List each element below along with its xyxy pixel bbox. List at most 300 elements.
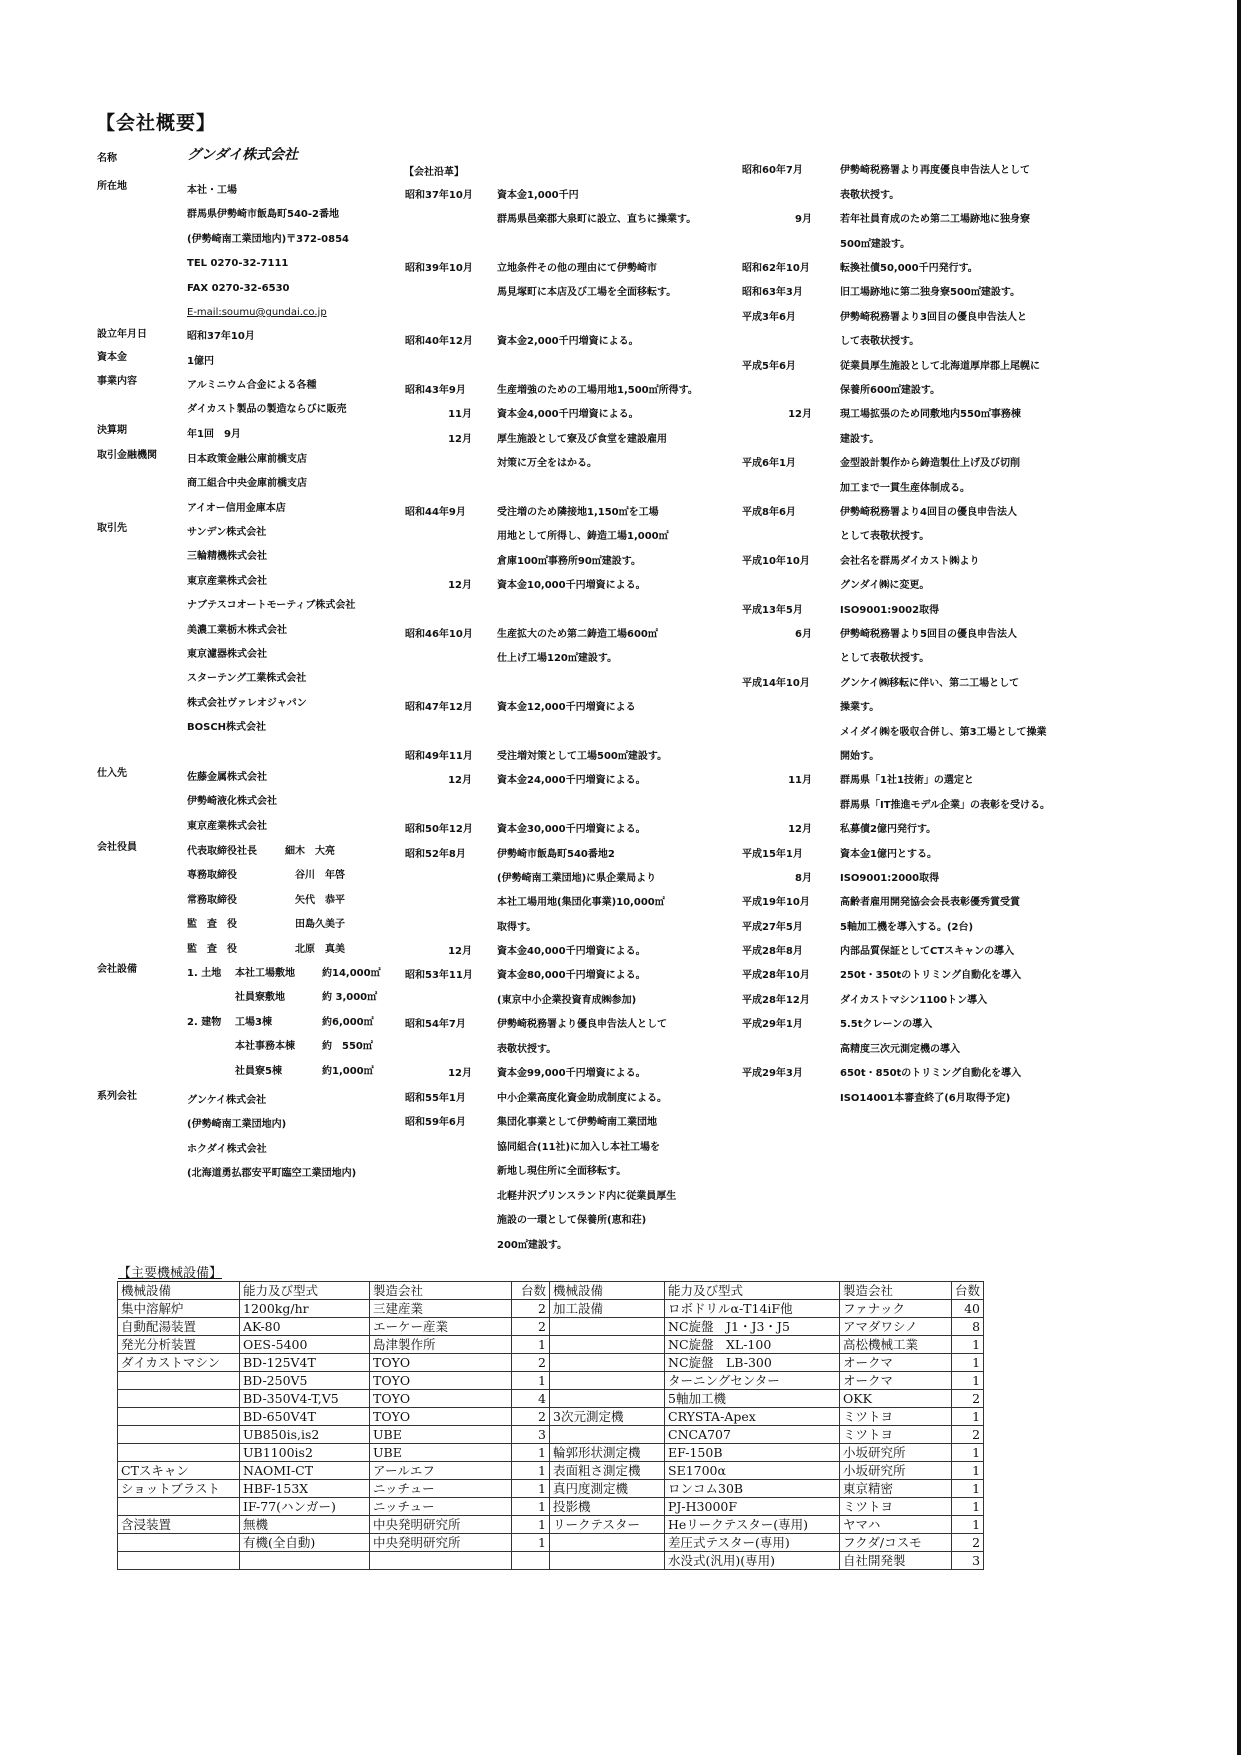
history-date: 平成19年10月	[742, 897, 810, 908]
table-row	[118, 1480, 984, 1498]
history-text: 集団化事業として伊勢崎南工業団地	[497, 1117, 657, 1128]
history-date: 11月	[448, 409, 472, 420]
column-header: 製造会社	[370, 1282, 512, 1300]
history-text: 伊勢崎税務署より5回目の優良申告法人	[840, 629, 1017, 640]
supplier-item: 伊勢崎液化株式会社	[187, 796, 277, 808]
model: BD-125V4T	[240, 1354, 370, 1372]
history-text: ダイカストマシン1100トン導入	[840, 995, 988, 1006]
equipment-type	[550, 1534, 665, 1552]
quantity: 1	[952, 1372, 984, 1390]
facility-category: 1. 土地	[187, 968, 222, 979]
label-officers: 会社役員	[97, 842, 137, 853]
quantity: 2	[952, 1426, 984, 1444]
equipment-type: 投影機	[550, 1498, 665, 1516]
history-date: 平成28年12月	[742, 995, 810, 1006]
history-text: 保養所600㎡建設す。	[840, 385, 941, 396]
manufacturer: 東京精密	[840, 1480, 952, 1498]
page-title: 【会社概要】	[96, 112, 217, 134]
table-row	[118, 1444, 984, 1462]
history-date: 平成14年10月	[742, 678, 810, 689]
quantity: 3	[512, 1426, 550, 1444]
equipment-type: 表面粗さ測定機	[550, 1462, 665, 1480]
history-text: 会社名を群馬ダイカスト㈱より	[840, 556, 980, 567]
history-date: 平成29年3月	[742, 1068, 803, 1079]
history-date: 平成5年6月	[742, 361, 796, 372]
model: ロンコム30B	[665, 1480, 840, 1498]
history-date: 昭和46年10月	[405, 629, 473, 640]
manufacturer: オークマ	[840, 1354, 952, 1372]
history-text: (伊勢崎南工業団地)に県企業局より	[497, 873, 657, 884]
officer-title: 専務取締役	[187, 870, 237, 882]
customer-item: 東京産業株式会社	[187, 575, 267, 587]
equipment-type	[550, 1426, 665, 1444]
history-text: 馬見塚町に本店及び工場を全面移転す。	[497, 287, 677, 298]
history-text: として表敬状授す。	[840, 653, 930, 664]
history-text: として表敬状授す。	[840, 531, 930, 542]
facility-item: 社員寮5棟	[235, 1065, 282, 1077]
table-row	[118, 1318, 984, 1336]
history-text: ISO9001:9002取得	[840, 605, 940, 616]
manufacturer: 小坂研究所	[840, 1462, 952, 1480]
model: 1200kg/hr	[240, 1300, 370, 1318]
equipment-type	[118, 1390, 240, 1408]
history-date: 平成8年6月	[742, 507, 796, 518]
column-header: 台数	[952, 1282, 984, 1300]
history-date: 9月	[795, 214, 812, 225]
history-text: 資本金24,000千円増資による。	[497, 775, 646, 786]
address-line: TEL 0270-32-7111	[187, 258, 289, 270]
equipment-type	[550, 1336, 665, 1354]
model: ターニングセンター	[665, 1372, 840, 1390]
history-text: メイダイ㈱を吸収合併し、第3工場として操業	[840, 727, 1047, 738]
quantity: 1	[512, 1336, 550, 1354]
equipment-type	[118, 1444, 240, 1462]
customer-item: サンデン株式会社	[187, 527, 267, 538]
quantity: 1	[512, 1444, 550, 1462]
equipment-type	[550, 1390, 665, 1408]
history-text: 表敬状授す。	[497, 1044, 557, 1055]
history-text: グンダイ㈱に変更。	[840, 580, 930, 591]
manufacturer: 自社開発製	[840, 1552, 952, 1570]
history-text: 資本金12,000千円増資による	[497, 702, 636, 713]
manufacturer: 三建産業	[370, 1300, 512, 1318]
history-date: 12月	[448, 775, 472, 786]
facility-area: 約14,000㎡	[322, 968, 381, 979]
equipment-type: 3次元測定機	[550, 1408, 665, 1426]
history-text: 取得す。	[497, 922, 537, 933]
history-date: 平成29年1月	[742, 1019, 803, 1030]
history-text: 現工場拡張のため同敷地内550㎡事務棟	[840, 409, 1021, 420]
history-text: 高齢者雇用開発協会会長表彰優秀賞受賞	[840, 897, 1020, 908]
equipment-type	[118, 1498, 240, 1516]
column-header: 製造会社	[840, 1282, 952, 1300]
manufacturer: 小坂研究所	[840, 1444, 952, 1462]
history-text: 中小企業高度化資金助成制度による。	[497, 1093, 667, 1104]
history-text: ISO14001本審査終了(6月取得予定)	[840, 1093, 1011, 1104]
model: UB1100is2	[240, 1444, 370, 1462]
equipment-type: 真円度測定機	[550, 1480, 665, 1498]
quantity: 1	[952, 1354, 984, 1372]
business-line: ダイカスト製品の製造ならびに販売	[187, 404, 347, 416]
history-text: 群馬県「1社1技術」の選定と	[840, 775, 974, 786]
affiliate-line: グンケイ株式会社	[187, 1095, 267, 1106]
affiliate-line: (北海道勇払郡安平町臨空工業団地内)	[187, 1168, 357, 1180]
customer-item: 美濃工業栃木株式会社	[187, 624, 287, 636]
bank-item: 商工組合中央金庫前橋支店	[187, 478, 307, 490]
manufacturer: フクダ/コスモ	[840, 1534, 952, 1552]
history-date: 昭和55年1月	[405, 1093, 466, 1104]
address-line: FAX 0270-32-6530	[187, 282, 290, 294]
quantity: 2	[512, 1300, 550, 1318]
quantity: 2	[512, 1354, 550, 1372]
history-text: 650t・850tのトリミング自動化を導入	[840, 1068, 1022, 1079]
model: SE1700α	[665, 1462, 840, 1480]
label-address: 所在地	[97, 181, 127, 192]
affiliate-line: ホクダイ株式会社	[187, 1143, 267, 1155]
history-date: 12月	[448, 1068, 472, 1079]
model: BD-650V4T	[240, 1408, 370, 1426]
history-date: 平成10年10月	[742, 556, 810, 567]
equipment-type	[550, 1354, 665, 1372]
label-customers: 取引先	[97, 523, 127, 534]
equipment-type	[118, 1426, 240, 1444]
equipment-type	[118, 1552, 240, 1570]
manufacturer: UBE	[370, 1426, 512, 1444]
history-text: ISO9001:2000取得	[840, 873, 940, 884]
model: 5軸加工機	[665, 1390, 840, 1408]
equipment-type: 加工設備	[550, 1300, 665, 1318]
model: BD-250V5	[240, 1372, 370, 1390]
history-text: 伊勢崎税務署より3回目の優良申告法人と	[840, 312, 1027, 323]
history-date: 昭和63年3月	[742, 287, 803, 298]
officer-title: 代表取締役社長	[187, 846, 257, 857]
history-text: 建設す。	[840, 434, 880, 445]
history-date: 昭和37年10月	[405, 190, 473, 201]
history-text: 伊勢崎税務署より4回目の優良申告法人	[840, 507, 1017, 518]
quantity: 1	[952, 1462, 984, 1480]
quantity: 2	[512, 1318, 550, 1336]
history-text: 資本金30,000千円増資による。	[497, 824, 646, 835]
quantity	[512, 1552, 550, 1570]
history-text: 私募債2億円発行す。	[840, 824, 937, 835]
facility-area: 約1,000㎡	[322, 1065, 374, 1077]
column-header: 機械設備	[550, 1282, 665, 1300]
history-date: 昭和62年10月	[742, 263, 810, 274]
history-text: 施設の一環として保養所(恵和荘)	[497, 1215, 647, 1226]
history-date: 12月	[788, 824, 812, 835]
history-date: 昭和52年8月	[405, 849, 466, 860]
history-date: 平成3年6月	[742, 312, 796, 323]
history-text: 資本金10,000千円増資による。	[497, 580, 646, 591]
model: AK-80	[240, 1318, 370, 1336]
equipment-table	[117, 1281, 984, 1570]
business-line: アルミニウム合金による各種	[187, 380, 317, 391]
history-date: 昭和50年12月	[405, 824, 473, 835]
manufacturer: TOYO	[370, 1408, 512, 1426]
quantity: 1	[952, 1480, 984, 1498]
table-row	[118, 1462, 984, 1480]
model: NC旋盤 LB-300	[665, 1354, 840, 1372]
table-row	[118, 1372, 984, 1390]
quantity: 1	[952, 1408, 984, 1426]
model	[240, 1552, 370, 1570]
history-date: 12月	[448, 434, 472, 445]
scan-edge	[1237, 0, 1241, 1755]
capital-value: 1億円	[187, 356, 214, 367]
history-text: 資本金1,000千円	[497, 190, 579, 201]
quantity: 4	[512, 1390, 550, 1408]
history-text: 資本金1億円とする。	[840, 849, 937, 860]
customer-item: 三輪精機株式会社	[187, 551, 267, 563]
history-text: 従業員厚生施設として北海道厚岸郡上尾幌に	[840, 361, 1040, 372]
model: 水没式(汎用)(専用)	[665, 1552, 840, 1570]
table-row	[118, 1498, 984, 1516]
table-row	[118, 1354, 984, 1372]
address-line: 群馬県伊勢崎市飯島町540-2番地	[187, 209, 339, 221]
equipment-type: CTスキャン	[118, 1462, 240, 1480]
quantity: 1	[952, 1516, 984, 1534]
customer-item: BOSCH株式会社	[187, 722, 267, 734]
history-text: 旧工場跡地に第二独身寮500㎡建設す。	[840, 287, 1021, 298]
model: 無機	[240, 1516, 370, 1534]
customer-item: スターテング工業株式会社	[187, 673, 307, 685]
address-line: (伊勢崎南工業団地内)〒372-0854	[187, 233, 349, 245]
history-date: 12月	[448, 946, 472, 957]
quantity: 1	[952, 1336, 984, 1354]
table-row	[118, 1516, 984, 1534]
model: NC旋盤 XL-100	[665, 1336, 840, 1354]
model: HBF-153X	[240, 1480, 370, 1498]
history-text: (東京中小企業投資育成㈱参加)	[497, 995, 637, 1006]
history-date: 平成15年1月	[742, 849, 803, 860]
label-business: 事業内容	[97, 376, 137, 387]
manufacturer: 島津製作所	[370, 1336, 512, 1354]
facility-item: 本社工場敷地	[235, 968, 295, 979]
officer-name: 北原 真美	[295, 943, 345, 955]
history-date: 昭和49年11月	[405, 751, 473, 762]
facility-item: 本社事務本棟	[235, 1041, 295, 1053]
manufacturer: オークマ	[840, 1372, 952, 1390]
history-text: 若年社員育成のため第二工場跡地に独身寮	[840, 214, 1030, 225]
table-header-row	[118, 1282, 984, 1300]
customer-item: 東京濾器株式会社	[187, 649, 267, 660]
quantity: 1	[952, 1498, 984, 1516]
table-row	[118, 1336, 984, 1354]
manufacturer: TOYO	[370, 1372, 512, 1390]
model: 差圧式テスター(専用)	[665, 1534, 840, 1552]
quantity: 2	[952, 1390, 984, 1408]
equipment-type	[550, 1552, 665, 1570]
history-text: 受注増対策として工場500㎡建設す。	[497, 751, 668, 762]
history-text: 北軽井沢プリンスランド内に従業員厚生	[497, 1191, 677, 1202]
history-text: 200㎡建設す。	[497, 1240, 568, 1251]
manufacturer: ニッチュー	[370, 1480, 512, 1498]
history-text: 厚生施設として寮及び食堂を建設雇用	[497, 434, 667, 445]
label-fiscal: 決算期	[97, 425, 127, 436]
history-text: 500㎡建設す。	[840, 239, 911, 250]
equipment-type: ダイカストマシン	[118, 1354, 240, 1372]
history-text: 対策に万全をはかる。	[497, 458, 597, 469]
history-text: 生産増強のための工場用地1,500㎡所得す。	[497, 385, 698, 396]
supplier-item: 東京産業株式会社	[187, 820, 267, 832]
equipment-type	[118, 1372, 240, 1390]
label-affiliates: 系列会社	[97, 1091, 137, 1102]
history-text: 開始す。	[840, 751, 880, 762]
history-date: 平成28年10月	[742, 970, 810, 981]
column-header: 台数	[512, 1282, 550, 1300]
model: ロボドリルα-T14iF他	[665, 1300, 840, 1318]
facility-area: 約 3,000㎡	[322, 992, 378, 1004]
history-text: 資本金4,000千円増資による。	[497, 409, 639, 420]
model: CNCA707	[665, 1426, 840, 1444]
manufacturer: ファナック	[840, 1300, 952, 1318]
manufacturer: UBE	[370, 1444, 512, 1462]
history-date: 平成13年5月	[742, 605, 803, 616]
fiscal-value: 年1回 9月	[187, 429, 241, 440]
equipment-type	[550, 1318, 665, 1336]
quantity: 2	[952, 1534, 984, 1552]
model: Heリークテスター(専用)	[665, 1516, 840, 1534]
quantity: 3	[952, 1552, 984, 1570]
manufacturer: TOYO	[370, 1354, 512, 1372]
quantity: 1	[512, 1480, 550, 1498]
table-row	[118, 1300, 984, 1318]
manufacturer: 中央発明研究所	[370, 1534, 512, 1552]
facility-category: 2. 建物	[187, 1016, 222, 1028]
affiliate-line: (伊勢崎南工業団地内)	[187, 1119, 287, 1131]
facility-area: 約 550㎡	[322, 1041, 373, 1053]
customer-item: ナブテスコオートモーティブ株式会社	[187, 600, 356, 612]
manufacturer: アールエフ	[370, 1462, 512, 1480]
equipment-type: リークテスター	[550, 1516, 665, 1534]
officer-name: 田島久美子	[295, 919, 345, 931]
address-line: 本社・工場	[187, 185, 237, 196]
history-text: 資本金80,000千円増資による。	[497, 970, 646, 981]
table-row	[118, 1426, 984, 1444]
history-text: 表敬状授す。	[840, 190, 900, 201]
history-text: 内部品質保証としてCTスキャンの導入	[840, 946, 1015, 957]
history-text: 転換社債50,000千円発行す。	[840, 263, 978, 274]
history-text: 5.5tクレーンの導入	[840, 1019, 933, 1030]
equipment-type: 発光分析装置	[118, 1336, 240, 1354]
officer-title: 常務取締役	[187, 894, 237, 906]
manufacturer: ヤマハ	[840, 1516, 952, 1534]
history-text: 高精度三次元測定機の導入	[840, 1044, 960, 1055]
quantity: 2	[512, 1408, 550, 1426]
manufacturer: ミツトヨ	[840, 1426, 952, 1444]
facility-item: 社員寮敷地	[235, 992, 285, 1004]
officer-name: 細木 大亮	[285, 846, 335, 857]
label-capital: 資本金	[97, 352, 127, 363]
manufacturer: TOYO	[370, 1390, 512, 1408]
history-text: 伊勢崎税務署より再度優良申告法人として	[840, 165, 1030, 176]
manufacturer	[370, 1552, 512, 1570]
equipment-type: 集中溶解炉	[118, 1300, 240, 1318]
history-date: 昭和47年12月	[405, 702, 473, 713]
officer-name: 矢代 恭平	[295, 894, 345, 906]
equipment-type: 自動配湯装置	[118, 1318, 240, 1336]
email-link[interactable]: E-mail:soumu@gundai.co.jp	[187, 307, 327, 318]
equipment-type: 輪郭形状測定機	[550, 1444, 665, 1462]
history-text: 群馬県「IT推進モデル企業」の表彰を受ける。	[840, 800, 1051, 811]
history-text: 伊勢崎税務署より優良申告法人として	[497, 1019, 667, 1030]
facility-area: 約6,000㎡	[322, 1016, 374, 1028]
quantity: 1	[952, 1444, 984, 1462]
quantity: 1	[512, 1462, 550, 1480]
history-text: 操業す。	[840, 702, 880, 713]
history-date: 8月	[795, 873, 812, 884]
history-date: 12月	[788, 409, 812, 420]
history-text: 資本金2,000千円増資による。	[497, 336, 639, 347]
table-row	[118, 1390, 984, 1408]
history-text: グンケイ㈱移転に伴い、第二工場として	[840, 678, 1020, 689]
history-text: 群馬県邑楽郡大泉町に設立、直ちに操業す。	[497, 214, 697, 225]
company-name: グンダイ株式会社	[187, 147, 299, 163]
label-banks: 取引金融機関	[97, 450, 157, 461]
column-header: 能力及び型式	[665, 1282, 840, 1300]
founded-value: 昭和37年10月	[187, 331, 255, 342]
history-date: 昭和40年12月	[405, 336, 473, 347]
column-header: 能力及び型式	[240, 1282, 370, 1300]
history-date: 昭和53年11月	[405, 970, 473, 981]
quantity: 1	[512, 1534, 550, 1552]
history-date: 平成6年1月	[742, 458, 796, 469]
label-suppliers: 仕入先	[97, 768, 127, 779]
history-date: 11月	[788, 775, 812, 786]
officer-name: 谷川 年啓	[295, 870, 345, 882]
history-date: 昭和60年7月	[742, 165, 803, 176]
history-date: 昭和39年10月	[405, 263, 473, 274]
history-text: 250t・350tのトリミング自動化を導入	[840, 970, 1022, 981]
history-text: して表敬状授す。	[840, 336, 920, 347]
column-header: 機械設備	[118, 1282, 240, 1300]
history-date: 6月	[795, 629, 812, 640]
history-date: 昭和44年9月	[405, 507, 466, 518]
history-text: 資本金40,000千円増資による。	[497, 946, 646, 957]
bank-item: アイオー信用金庫本店	[187, 502, 286, 514]
model: NC旋盤 J1・J3・J5	[665, 1318, 840, 1336]
facility-item: 工場3棟	[235, 1016, 272, 1028]
quantity: 1	[512, 1516, 550, 1534]
officer-title: 監 査 役	[187, 943, 237, 955]
table-row	[118, 1408, 984, 1426]
model: NAOMI-CT	[240, 1462, 370, 1480]
history-text: 新地し現住所に全面移転す。	[497, 1166, 627, 1177]
history-text: 伊勢崎市飯島町540番地2	[497, 849, 615, 860]
equipment-title: 【主要機械設備】	[118, 1266, 223, 1281]
history-text: 立地条件その他の理由にて伊勢崎市	[497, 263, 657, 274]
label-name: 名称	[97, 153, 117, 164]
history-text: 資本金99,000千円増資による。	[497, 1068, 646, 1079]
history-text: 協同組合(11社)に加入し本社工場を	[497, 1142, 661, 1153]
history-date: 平成27年5月	[742, 922, 803, 933]
history-date: 昭和43年9月	[405, 385, 466, 396]
officer-title: 監 査 役	[187, 919, 237, 931]
equipment-type: 含浸装置	[118, 1516, 240, 1534]
bank-item: 日本政策金融公庫前橋支店	[187, 454, 307, 465]
equipment-type	[550, 1372, 665, 1390]
model: OES-5400	[240, 1336, 370, 1354]
history-text: 生産拡大のため第二鋳造工場600㎡	[497, 629, 658, 640]
history-title: 【会社沿革】	[404, 167, 464, 178]
quantity: 40	[952, 1300, 984, 1318]
equipment-type	[118, 1408, 240, 1426]
quantity: 1	[512, 1372, 550, 1390]
history-text: 倉庫100㎡事務所90㎡建設す。	[497, 556, 641, 567]
manufacturer: 高松機械工業	[840, 1336, 952, 1354]
model: UB850is,is2	[240, 1426, 370, 1444]
supplier-item: 佐藤金属株式会社	[187, 772, 267, 783]
